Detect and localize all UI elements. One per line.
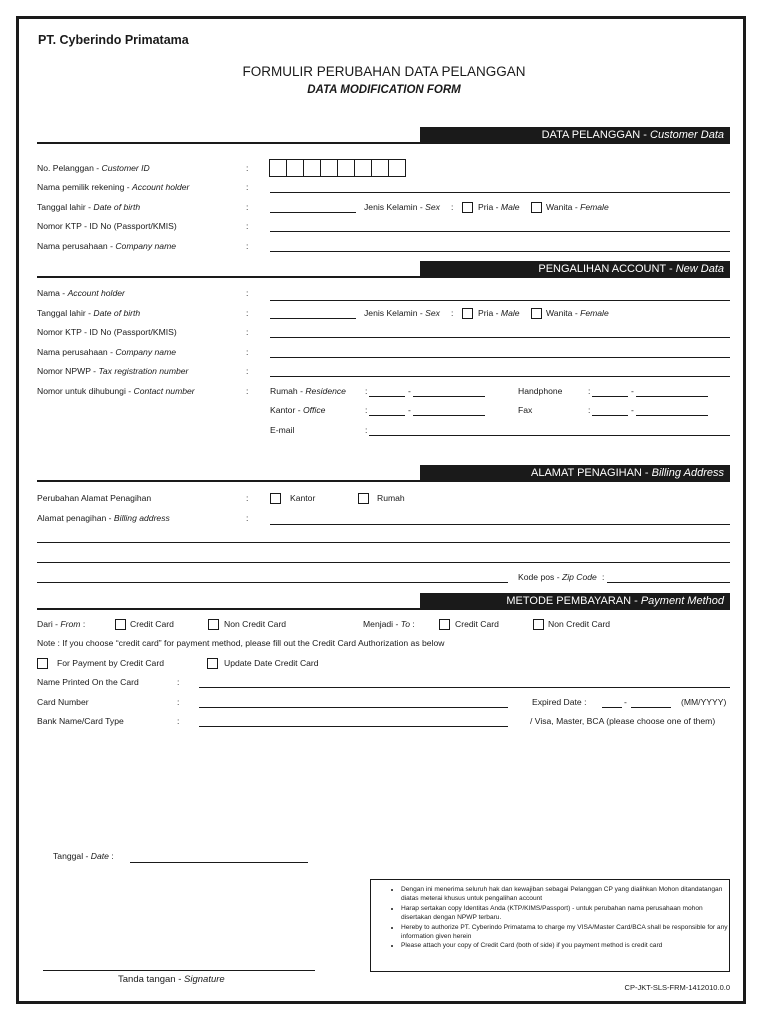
new-male-label: Pria - Male bbox=[478, 308, 520, 318]
card-number-label: Card Number bbox=[37, 697, 89, 707]
from-non-credit-card-checkbox[interactable] bbox=[208, 619, 219, 630]
note-item: • Hereby to authorize PT. Cyberindo Primatama to charge my VISA/Master Card/BCA shall be responsible for any information given herein bbox=[401, 923, 729, 942]
ktp-field[interactable] bbox=[270, 231, 730, 232]
new-ktp-label: Nomor KTP - ID No (Passport/KMIS) bbox=[37, 327, 177, 337]
section-header-billing-address: ALAMAT PENAGIHAN - Billing Address bbox=[420, 465, 730, 481]
terms-notes-box bbox=[370, 879, 730, 972]
billing-home-checkbox[interactable] bbox=[358, 493, 369, 504]
billing-address-line-4[interactable] bbox=[37, 582, 508, 583]
residence-area-field[interactable] bbox=[369, 396, 405, 397]
customer-id-boxes[interactable] bbox=[270, 159, 406, 177]
to-credit-card-checkbox[interactable] bbox=[439, 619, 450, 630]
male-checkbox[interactable] bbox=[462, 202, 473, 213]
date-label: Tanggal - Date : bbox=[53, 851, 114, 861]
office-number-field[interactable] bbox=[413, 415, 485, 416]
new-dob-label: Tanggal lahir - Date of birth bbox=[37, 308, 141, 318]
from-credit-card-label: Credit Card bbox=[130, 619, 174, 629]
note-item: • Harap sertakan copy Identitas Anda (KTP/KIMS/Passport) - untuk perubahan nama perusahaan mohon disertakan dengan NPWP terbaru. bbox=[401, 904, 729, 923]
from-credit-card-checkbox[interactable] bbox=[115, 619, 126, 630]
signature-line[interactable] bbox=[43, 970, 315, 971]
to-credit-card-label: Credit Card bbox=[455, 619, 499, 629]
contact-label: Nomor untuk dihubungi - Contact number bbox=[37, 386, 195, 396]
expired-year-field[interactable] bbox=[631, 707, 671, 708]
fax-label: Fax bbox=[518, 405, 533, 415]
billing-home-label: Rumah bbox=[377, 493, 405, 503]
credit-card-note: Note : If you choose “credit card” for payment method, please fill out the Credit Card Authorization as below bbox=[37, 638, 445, 648]
residence-label: Rumah - Residence bbox=[270, 386, 346, 396]
ktp-label: Nomor KTP - ID No (Passport/KMIS) bbox=[37, 221, 177, 231]
billing-address-line-2[interactable] bbox=[37, 542, 730, 543]
signature-label: Tanda tangan - Signature bbox=[118, 974, 225, 985]
npwp-label: Nomor NPWP - Tax registration number bbox=[37, 366, 189, 376]
dob-label: Tanggal lahir - Date of birth bbox=[37, 202, 141, 212]
customer-id-label: No. Pelanggan - Customer ID bbox=[37, 163, 150, 173]
residence-number-field[interactable] bbox=[413, 396, 485, 397]
company-name-label: Nama perusahaan - Company name bbox=[37, 241, 177, 251]
fax-number-field[interactable] bbox=[636, 415, 708, 416]
billing-office-checkbox[interactable] bbox=[270, 493, 281, 504]
new-name-label: Nama - Account holder bbox=[37, 288, 125, 298]
to-non-credit-card-label: Non Credit Card bbox=[548, 619, 611, 629]
male-label: Pria - Male bbox=[478, 202, 520, 212]
payment-to-label: Menjadi - To : bbox=[363, 619, 415, 629]
from-non-credit-card-label: Non Credit Card bbox=[224, 619, 287, 629]
billing-change-label: Perubahan Alamat Penagihan bbox=[37, 493, 152, 503]
dob-field[interactable] bbox=[270, 212, 356, 213]
new-company-field[interactable] bbox=[270, 357, 730, 358]
company-name: PT. Cyberindo Primatama bbox=[38, 33, 189, 47]
for-payment-label: For Payment by Credit Card bbox=[57, 658, 164, 668]
new-male-checkbox[interactable] bbox=[462, 308, 473, 319]
note-item: • Please attach your copy of Credit Card (both of side) if you payment method is credit card bbox=[401, 941, 729, 950]
handphone-label: Handphone bbox=[518, 386, 563, 396]
new-ktp-field[interactable] bbox=[270, 337, 730, 338]
section-header-customer-data: DATA PELANGGAN - Customer Data bbox=[420, 127, 730, 143]
expired-date-label: Expired Date : bbox=[532, 697, 587, 707]
fax-area-field[interactable] bbox=[592, 415, 628, 416]
bank-hint: / Visa, Master, BCA (please choose one of them) bbox=[530, 716, 716, 726]
account-holder-label: Nama pemilik rekening - Account holder bbox=[37, 182, 190, 192]
npwp-field[interactable] bbox=[270, 376, 730, 377]
card-number-field[interactable] bbox=[199, 707, 508, 708]
payment-from-label: Dari - From : bbox=[37, 619, 86, 629]
date-field[interactable] bbox=[130, 862, 308, 863]
new-gender-label: Jenis Kelamin - Sex bbox=[364, 308, 440, 318]
zip-label: Kode pos - Zip Code bbox=[518, 572, 597, 582]
update-date-label: Update Date Credit Card bbox=[224, 658, 319, 668]
form-code: CP-JKT-SLS-FRM-1412010.0.0 bbox=[624, 983, 730, 992]
for-payment-checkbox[interactable] bbox=[37, 658, 48, 669]
female-checkbox[interactable] bbox=[531, 202, 542, 213]
handphone-prefix-field[interactable] bbox=[592, 396, 628, 397]
new-dob-field[interactable] bbox=[270, 318, 356, 319]
bank-label: Bank Name/Card Type bbox=[37, 716, 124, 726]
billing-address-label: Alamat penagihan - Billing address bbox=[37, 513, 170, 523]
new-company-label: Nama perusahaan - Company name bbox=[37, 347, 177, 357]
company-name-field[interactable] bbox=[270, 251, 730, 252]
to-non-credit-card-checkbox[interactable] bbox=[533, 619, 544, 630]
expired-format: (MM/YYYY) bbox=[681, 697, 727, 707]
gender-label: Jenis Kelamin - Sex bbox=[364, 202, 440, 212]
new-female-checkbox[interactable] bbox=[531, 308, 542, 319]
new-name-field[interactable] bbox=[270, 300, 730, 301]
email-field[interactable] bbox=[369, 435, 730, 436]
handphone-number-field[interactable] bbox=[636, 396, 708, 397]
expired-month-field[interactable] bbox=[602, 707, 622, 708]
office-label: Kantor - Office bbox=[270, 405, 326, 415]
name-on-card-label: Name Printed On the Card bbox=[37, 677, 139, 687]
billing-office-label: Kantor bbox=[290, 493, 316, 503]
female-label: Wanita - Female bbox=[546, 202, 609, 212]
note-item: • Dengan ini menerima seluruh hak dan kewajiban sebagai Pelanggan CP yang dialihkan Mohon ditandatangan diatas meterai khusus untuk pengalihan account bbox=[401, 885, 729, 904]
new-female-label: Wanita - Female bbox=[546, 308, 609, 318]
section-header-payment-method: METODE PEMBAYARAN - Payment Method bbox=[420, 593, 730, 609]
billing-address-line-1[interactable] bbox=[270, 524, 730, 525]
form-title: FORMULIR PERUBAHAN DATA PELANGGAN bbox=[242, 64, 526, 79]
name-on-card-field[interactable] bbox=[199, 687, 730, 688]
form-subtitle: DATA MODIFICATION FORM bbox=[307, 84, 461, 96]
email-label: E-mail bbox=[270, 425, 295, 435]
update-date-checkbox[interactable] bbox=[207, 658, 218, 669]
zip-field[interactable] bbox=[607, 582, 730, 583]
section-header-new-data: PENGALIHAN ACCOUNT - New Data bbox=[420, 261, 730, 277]
bank-field[interactable] bbox=[199, 726, 508, 727]
account-holder-field[interactable] bbox=[270, 192, 730, 193]
office-area-field[interactable] bbox=[369, 415, 405, 416]
billing-address-line-3[interactable] bbox=[37, 562, 730, 563]
